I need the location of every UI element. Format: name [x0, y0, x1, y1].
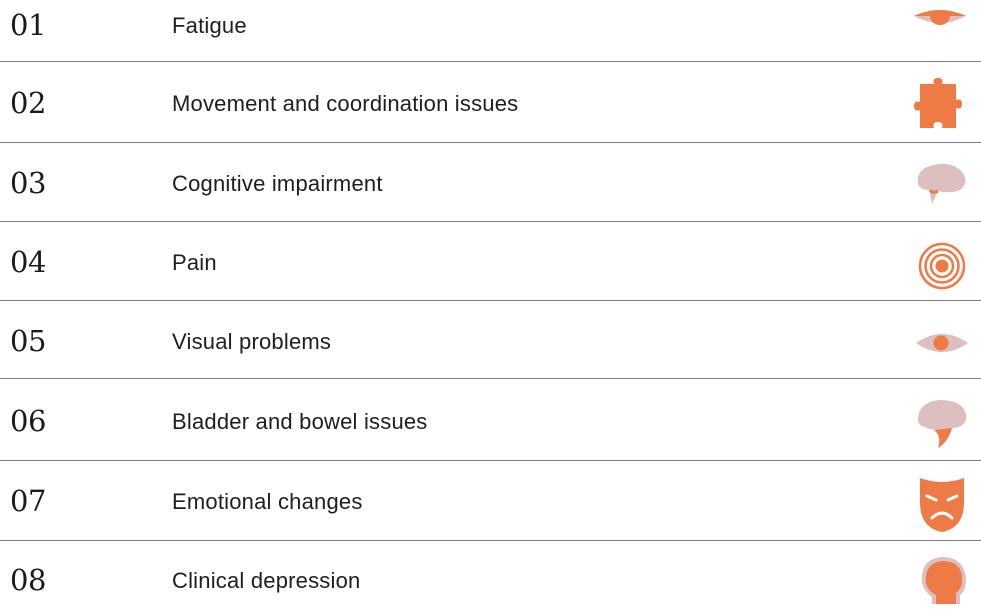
item-label: Visual problems	[172, 329, 332, 354]
brain-icon	[908, 158, 972, 218]
item-number: 01	[10, 8, 46, 42]
item-label: Bladder and bowel issues	[172, 409, 428, 434]
eye-half-closed-icon	[908, 0, 972, 60]
puzzle-piece-icon	[908, 78, 972, 138]
item-number: 02	[10, 86, 46, 120]
eye-icon	[908, 316, 972, 376]
list-item-visual	[0, 316, 981, 376]
item-label: Movement and coordination issues	[172, 91, 519, 116]
target-rings-icon	[908, 237, 972, 297]
list-item-cognitive	[0, 158, 981, 218]
item-number: 03	[10, 166, 46, 200]
list-item-fatigue	[0, 0, 981, 60]
row-divider	[0, 540, 981, 541]
item-number: 08	[10, 563, 46, 597]
item-label: Pain	[172, 250, 217, 275]
row-divider	[0, 378, 981, 379]
item-label: Emotional changes	[172, 489, 363, 514]
list-item-depression	[0, 555, 981, 615]
list-item-bladder	[0, 396, 981, 456]
item-label: Fatigue	[172, 13, 247, 38]
brain-stem-icon	[908, 396, 972, 456]
item-label: Clinical depression	[172, 568, 361, 593]
head-profile-icon	[908, 555, 972, 615]
list-item-movement	[0, 78, 981, 138]
row-divider	[0, 300, 981, 301]
list-item-emotional	[0, 476, 981, 536]
row-divider	[0, 61, 981, 62]
row-divider	[0, 142, 981, 143]
item-number: 06	[10, 404, 46, 438]
item-number: 07	[10, 484, 46, 518]
row-divider	[0, 221, 981, 222]
list-item-pain	[0, 237, 981, 297]
item-number: 04	[10, 245, 46, 279]
row-divider	[0, 460, 981, 461]
item-number: 05	[10, 324, 46, 358]
item-label: Cognitive impairment	[172, 171, 383, 196]
sad-mask-icon	[908, 476, 972, 536]
